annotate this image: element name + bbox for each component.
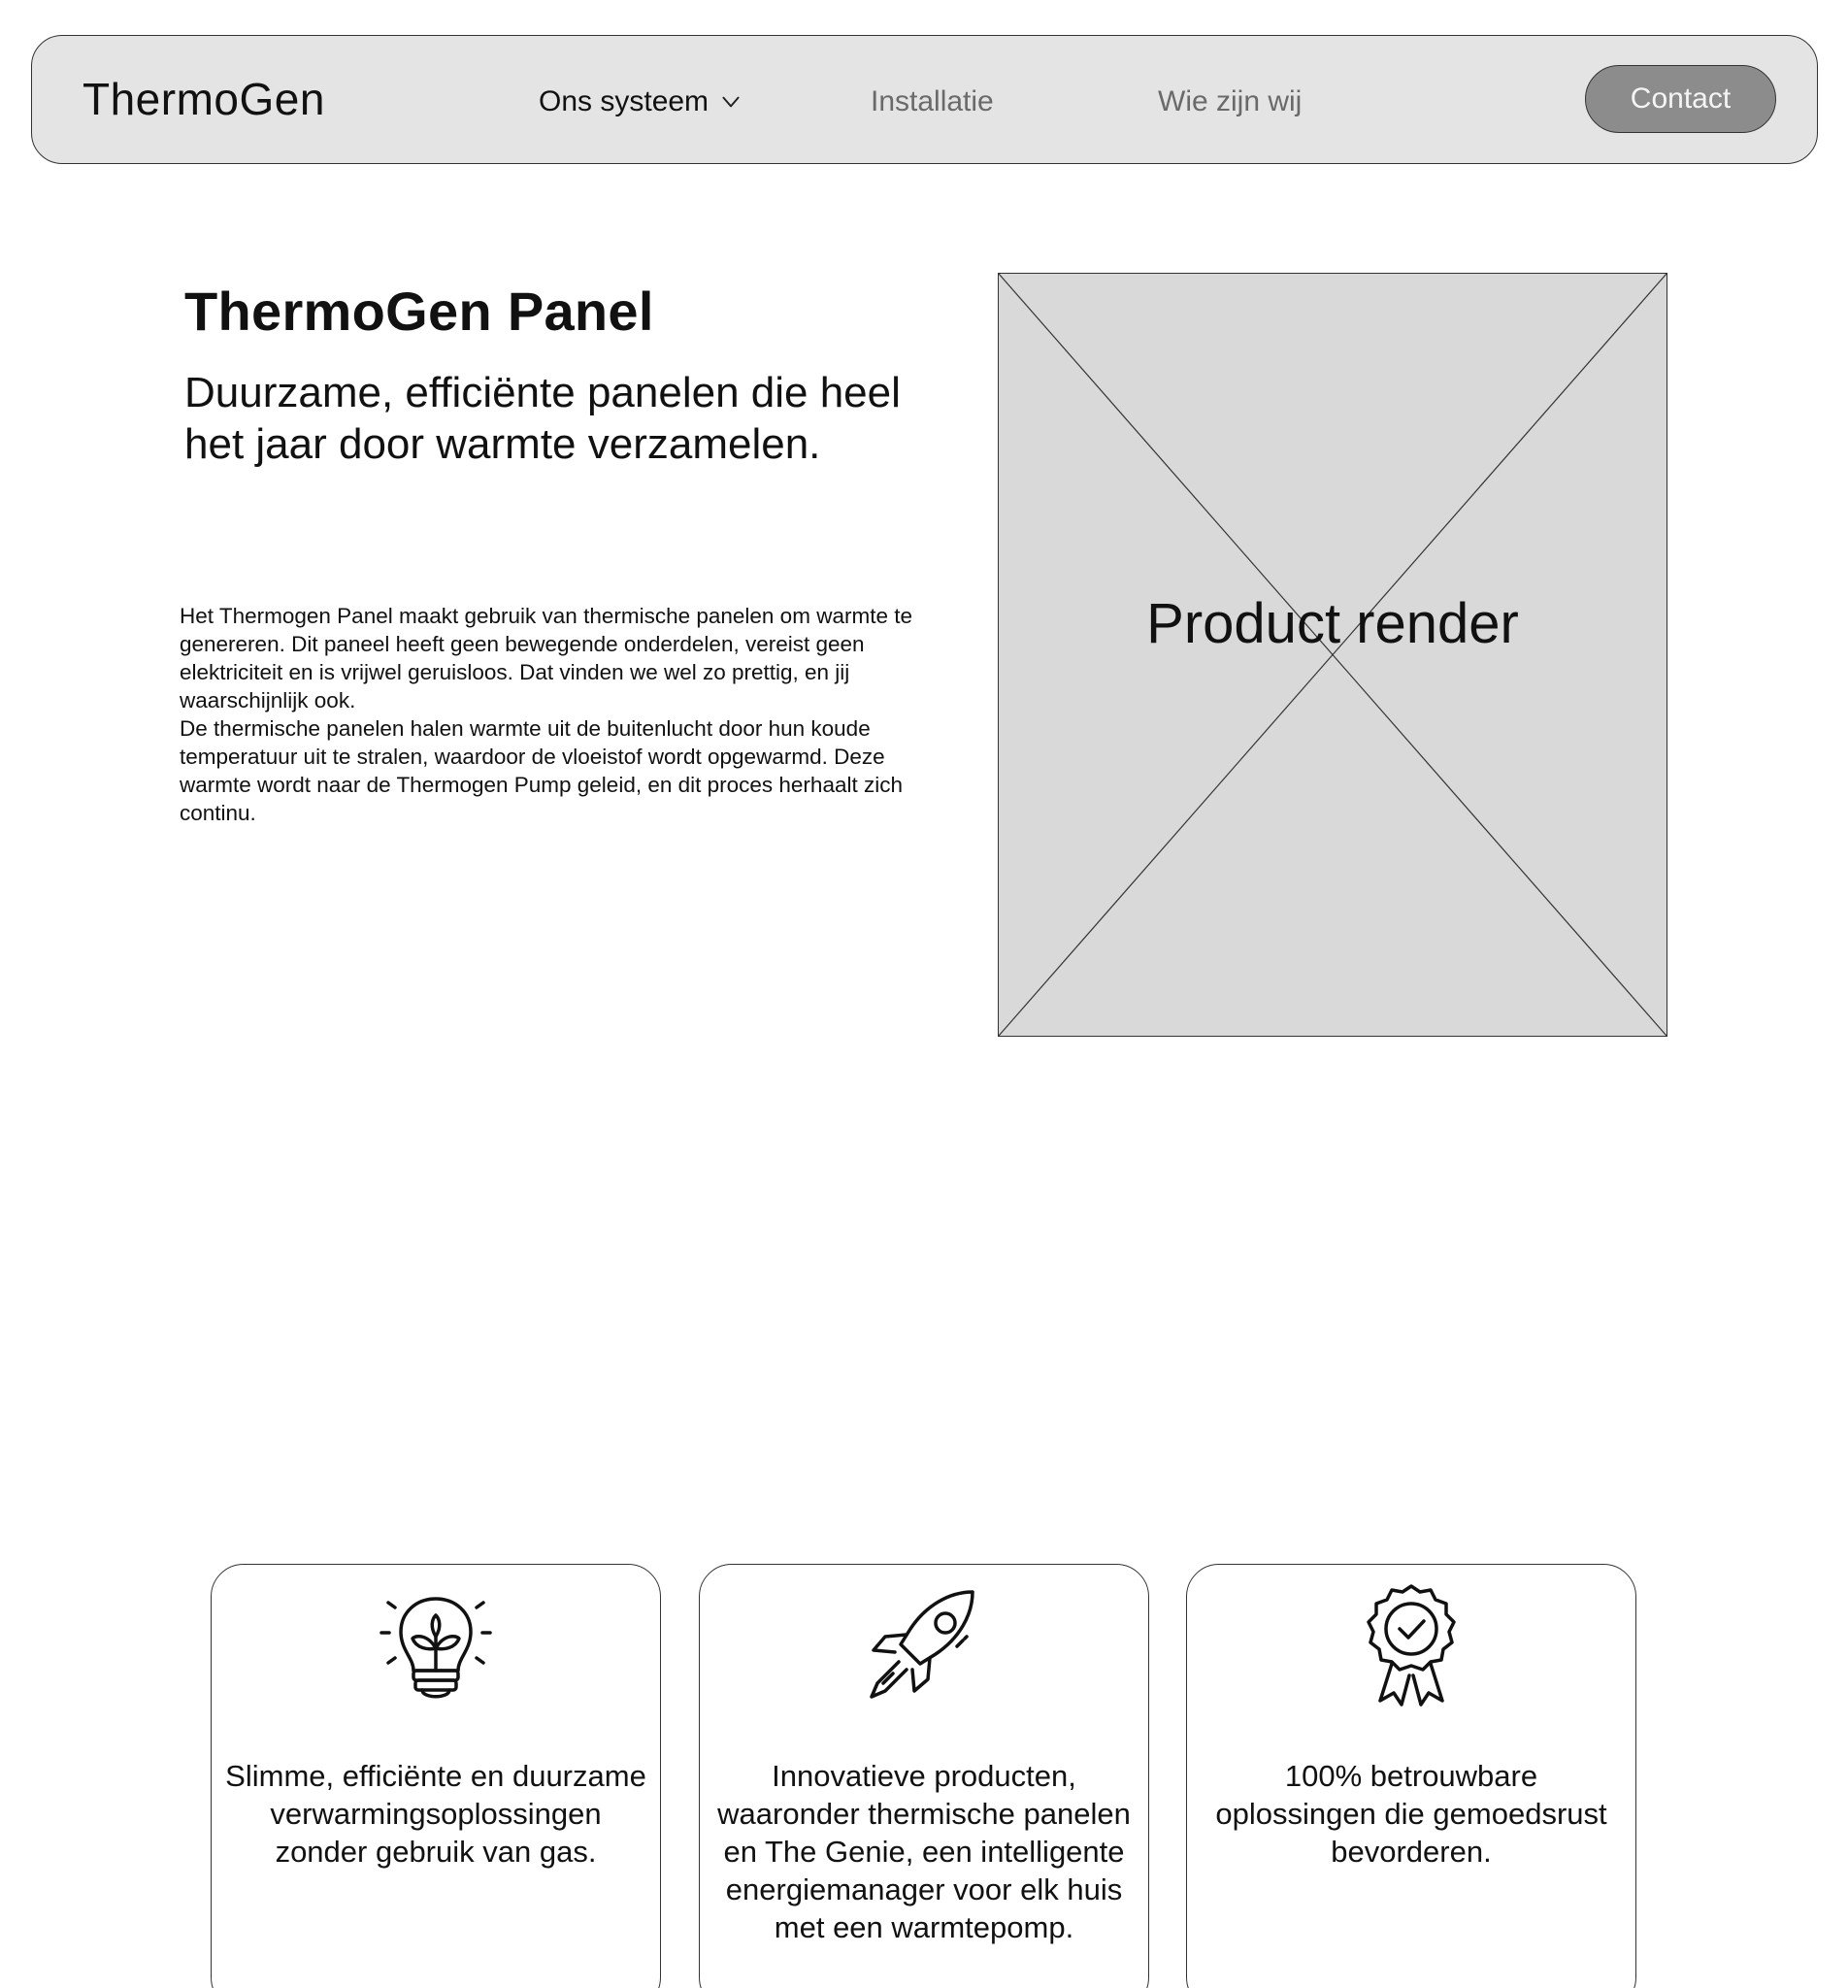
chevron-down-icon <box>718 89 743 115</box>
product-render-placeholder <box>998 273 1667 1037</box>
nav-item-wie-zijn-wij[interactable]: Wie zijn wij <box>1158 85 1303 117</box>
rocket-icon <box>856 1578 992 1714</box>
nav-item-ons-systeem[interactable] <box>539 84 743 119</box>
page-title: ThermoGen Panel <box>184 281 654 342</box>
brand-logo[interactable]: ThermoGen <box>82 74 325 124</box>
hero-subtitle: Duurzame, efficiënte panelen die heel het jaar door warmte verzamelen. <box>184 369 901 468</box>
contact-button[interactable]: Contact <box>1585 65 1776 133</box>
feature-card-sustainable <box>211 1564 661 1988</box>
nav-item-installatie[interactable]: Installatie <box>871 85 994 117</box>
feature-text: Innovatieve producten, waaronder thermische panelen en The Genie, een intelligente energiemanager voor elk huis met een warmtepomp. <box>717 1759 1131 1944</box>
navbar <box>31 35 1818 164</box>
hero-description <box>180 602 927 827</box>
nav-item-label: Ons systeem <box>539 85 710 117</box>
description-paragraph: Het Thermogen Panel maakt gebruik van thermische panelen om warmte te genereren. Dit paneel heeft geen bewegende onderdelen, vereist geen elektriciteit en is vrijwel geruisloos. Dat vinden we wel zo prettig, en jij waarschijnlijk ook. <box>180 604 912 712</box>
feature-card-reliable <box>1186 1564 1636 1988</box>
award-badge-icon <box>1343 1578 1479 1714</box>
feature-text: Slimme, efficiënte en duurzame verwarmingsoplossingen zonder gebruik van gas. <box>225 1759 646 1869</box>
product-render-label: Product render <box>1146 592 1519 655</box>
description-paragraph: De thermische panelen halen warmte uit de buitenlucht door hun koude temperatuur uit te stralen, waardoor de vloeistof wordt opgewarmd. Deze warmte wordt naar de Thermogen Pump geleid, en dit proces herhaalt zich continu. <box>180 716 903 825</box>
feature-card-innovative <box>699 1564 1149 1988</box>
feature-text: 100% betrouwbare oplossingen die gemoedsrust bevorderen. <box>1215 1759 1607 1869</box>
lightbulb-plant-icon <box>368 1578 504 1714</box>
